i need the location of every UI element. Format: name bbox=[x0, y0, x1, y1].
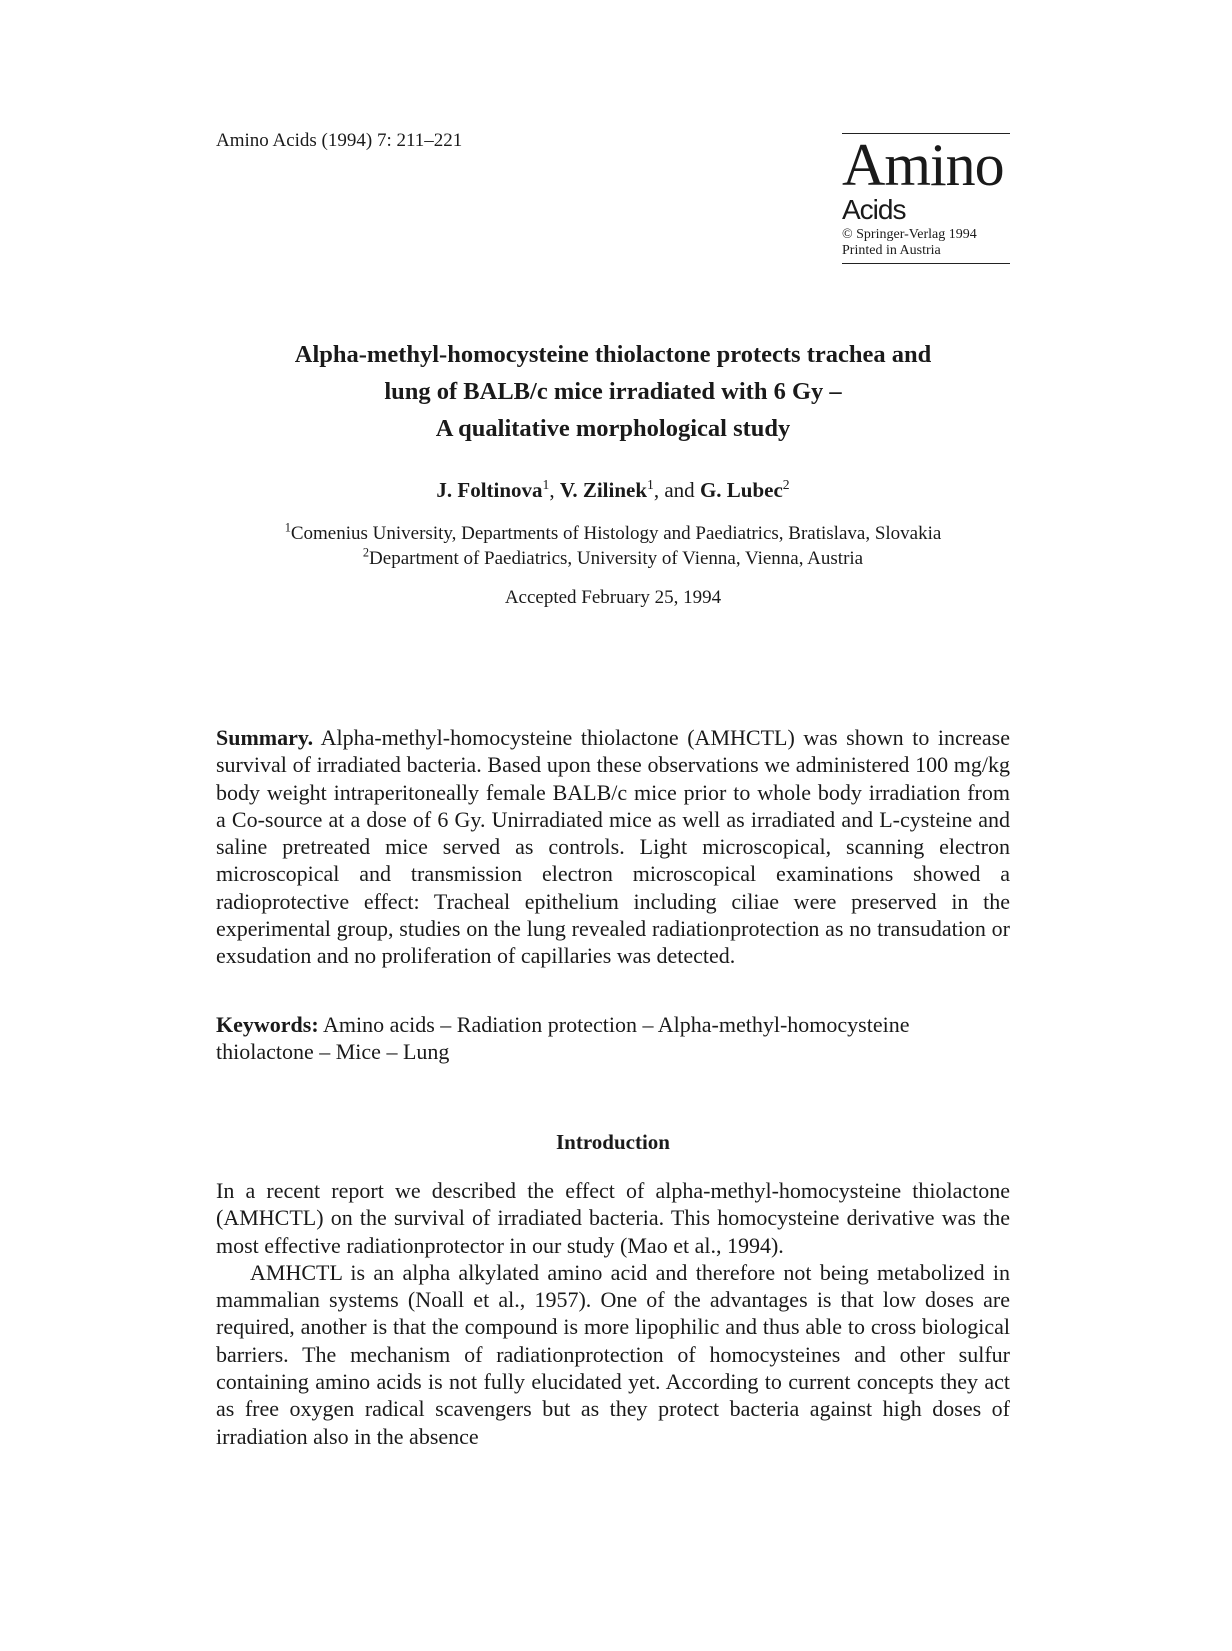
logo-subtitle: Acids bbox=[842, 194, 906, 225]
author-separator: , bbox=[549, 478, 560, 502]
copyright-line: © Springer-Verlag 1994 bbox=[842, 227, 977, 242]
affil-text: Comenius University, Departments of Histology and Paediatrics, Bratislava, Slovakia bbox=[290, 523, 942, 544]
affiliation bbox=[216, 546, 1010, 571]
logo-title: Amino bbox=[842, 132, 1004, 198]
author-affil-mark: 2 bbox=[782, 477, 790, 492]
paragraph: In a recent report we described the effect of alpha-methyl-homocysteine thiolactone (AMHCTL) on the survival of irradiated bacteria. This homocysteine derivative was the most effective radiationprotector in our study (Mao et al., 1994). bbox=[216, 1178, 1010, 1258]
author-list bbox=[216, 478, 1010, 503]
affiliation bbox=[216, 521, 1010, 546]
author-affil-mark: 1 bbox=[647, 477, 654, 492]
summary-section bbox=[216, 724, 1010, 970]
article-title bbox=[216, 336, 1010, 447]
introduction-body bbox=[216, 1177, 1010, 1450]
title-line: A qualitative morphological study bbox=[435, 415, 791, 442]
printed-line: Printed in Austria bbox=[842, 243, 941, 258]
affiliations bbox=[216, 521, 1010, 571]
title-line: lung of BALB/c mice irradiated with 6 Gy – bbox=[384, 378, 842, 405]
affil-mark: 2 bbox=[362, 545, 370, 560]
summary-label: Summary. bbox=[216, 725, 314, 750]
journal-citation: Amino Acids (1994) 7: 211–221 bbox=[216, 130, 463, 151]
keywords-section bbox=[216, 1011, 1010, 1066]
paragraph: AMHCTL is an alpha alkylated amino acid and therefore not being metabolized in mammalian systems (Noall et al., 1957). One of the advantages is that low doses are required, another is that the compound is more lipophilic and thus able to cross biological barriers. The mechanism of radiationprotection of homocysteines and other sulfur containing amino acids is not fully elucidated yet. According to current concepts they act as free oxygen radical scavengers but as they protect bacteria against high doses of irradiation also in the absence bbox=[216, 1259, 1010, 1449]
author-separator: , and bbox=[653, 478, 700, 502]
affil-mark: 1 bbox=[284, 520, 291, 535]
affil-text: Department of Paediatrics, University of Vienna, Vienna, Austria bbox=[369, 548, 864, 569]
author-affil-mark: 1 bbox=[542, 477, 550, 492]
author-name: J. Foltinova bbox=[436, 478, 543, 502]
summary-text: Alpha-methyl-homocysteine thiolactone (AMHCTL) was shown to increase survival of irradiated bacteria. Based upon these observations we administered 100 mg/kg body weight intraperitoneally female BALB/c mice prior to whole body irradiation from a Co-source at a dose of 6 Gy. Unirradiated mice as well as irradiated and L-cysteine and saline pretreated mice served as controls. Light microscopical, scanning electron microscopical and transmission electron microscopical examinations showed a radioprotective effect: Tracheal epithelium including ciliae were preserved in the experimental group, studies on the lung revealed radiationprotection as no transudation or exsudation and no proliferation of capillaries was detected. bbox=[216, 725, 1010, 969]
title-line: Alpha-methyl-homocysteine thiolactone protects trachea and bbox=[294, 341, 932, 368]
author-name: V. Zilinek bbox=[559, 478, 648, 502]
journal-logo bbox=[842, 133, 1010, 264]
keywords-label: Keywords: bbox=[216, 1012, 319, 1037]
author-name: G. Lubec bbox=[699, 478, 783, 502]
accepted-date: Accepted February 25, 1994 bbox=[504, 587, 722, 608]
keywords-text: Amino acids – Radiation protection – Alpha-methyl-homocysteine thiolactone – Mice – Lung bbox=[216, 1012, 910, 1065]
introduction-heading: Introduction bbox=[556, 1130, 670, 1154]
